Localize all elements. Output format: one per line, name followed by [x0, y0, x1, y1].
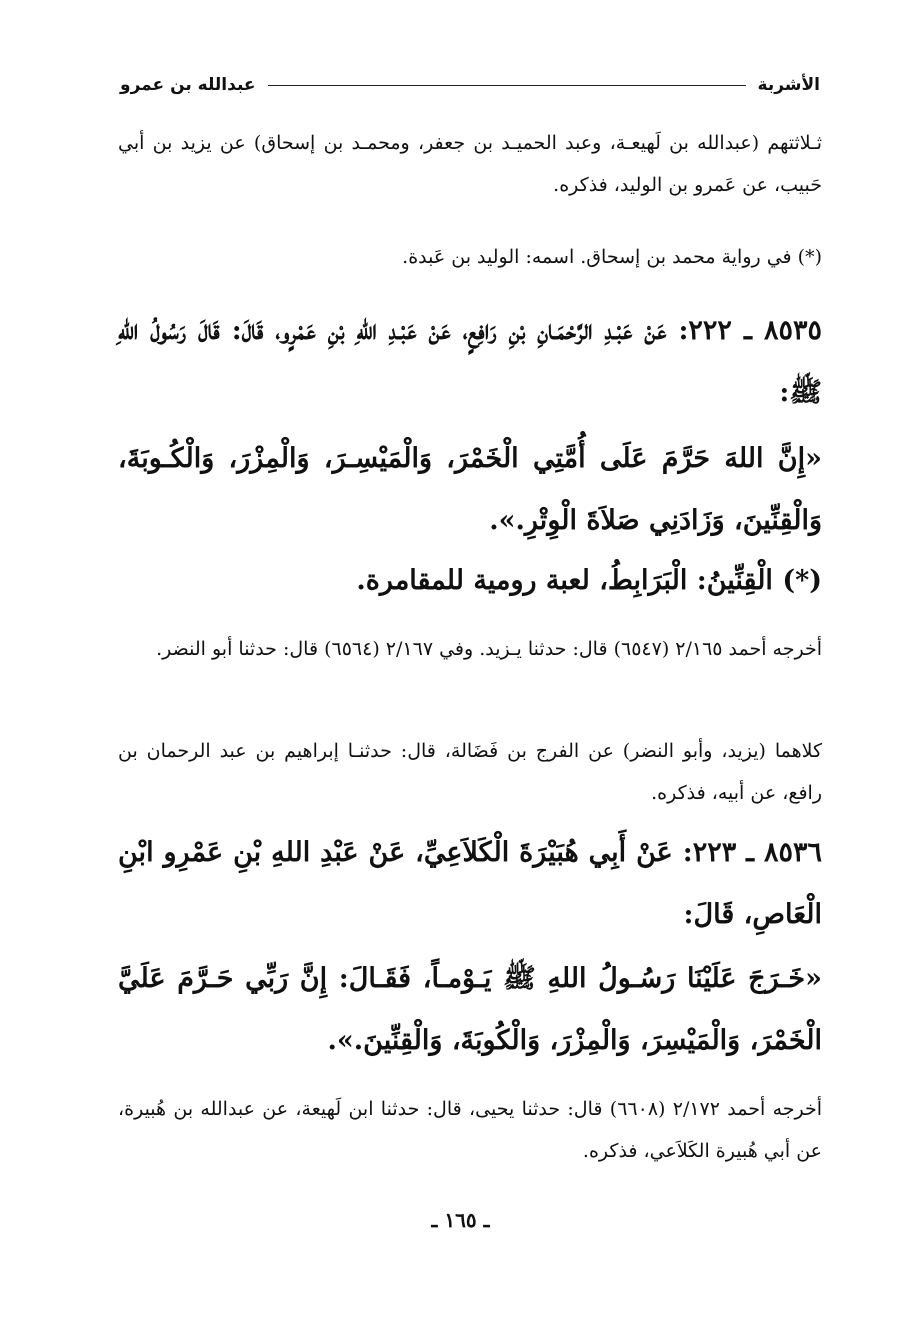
takhrij-8535-continued: كلاهما (يزيد، وأبو النضر) عن الفرج بن فَضَالة، قال: حدثنـا إبراهيم بن عبد الرحمان بن رافع، عن أبيه، فذكره. — [118, 740, 822, 804]
takhrij-8536: أخرجه أحمد ٢/١٧٢ (٦٦٠٨) قال: حدثنا يحيى، قال: حدثنا ابن لَهيعة، عن عبدالله بن هُبيرة، عن أبي هُبيرة الكَلاَعي، فذكره. — [118, 1098, 823, 1162]
hadith-8535-isnad: ٨٥٣٥ ـ ٢٢٢: عَنْ عَبْـدِ الرَّحْمَـانِ بْنِ رَافِعٍ، عَنْ عَبْـدِ اللهِ بْنِ عَمْرٍو، قَالَ: قَالَ رَسُولُ اللهِ ﷺ: — [118, 315, 822, 408]
hadith-8535-matn: «إِنَّ اللهَ حَرَّمَ عَلَى أُمَّتِي الْخَمْرَ، وَالْمَيْسِـرَ، وَالْمِزْرَ، وَالْكُـوبَةَ، وَالْقِنِّينَ، وَزَادَنِي صَلاَةَ الْوِتْرِ.». — [118, 443, 822, 536]
hadith-8536-matn: «خَـرَجَ عَلَيْنَا رَسُـولُ اللهِ ﷺ يَـوْمـاً، فَقَـالَ: إِنَّ رَبِّي حَـرَّمَ عَلَيَّ الْخَمْرَ، وَالْمَيْسِرَ، وَالْمِزْرَ، وَالْكُوبَةَ، وَالْقِنِّينَ.». — [118, 963, 822, 1056]
takhrij-8535: أخرجه أحمد ٢/١٦٥ (٦٥٤٧) قال: حدثنا يـزيد. وفي ٢/١٦٧ (٦٥٦٤) قال: حدثنا أبو النضر. — [156, 638, 822, 660]
paragraph-chain-of-narration: ثـلاثتهم (عبدالله بن لَهيعـة، وعبد الحميـد بن جعفر، ومحمـد بن إسحاق) عن يزيد بن أبي حَبيب، عن عَمرو بن الوليد، فذكره. — [118, 132, 822, 196]
page-number: ـ ١٦٥ ـ — [431, 1208, 490, 1232]
header-section-title: عبدالله بن عمرو — [120, 75, 256, 95]
running-header — [120, 70, 820, 100]
hadith-8536-isnad: ٨٥٣٦ ـ ٢٢٣: عَنْ أَبِي هُبَيْرَةَ الْكَلاَعِيِّ، عَنْ عَبْدِ اللهِ بْنِ عَمْرِو ابْنِ الْعَاصِ، قَالَ: — [118, 837, 822, 930]
paragraph-footnote-qinnin: (*) الْقِنِّينُ: الْبَرَابِطُ، لعبة رومية للمقامرة. — [356, 565, 822, 596]
header-rule — [268, 85, 746, 86]
header-chapter-title: الأشربة — [757, 75, 820, 95]
paragraph-footnote-name: (*) في رواية محمد بن إسحاق. اسمه: الوليد بن عَبدة. — [402, 246, 822, 268]
